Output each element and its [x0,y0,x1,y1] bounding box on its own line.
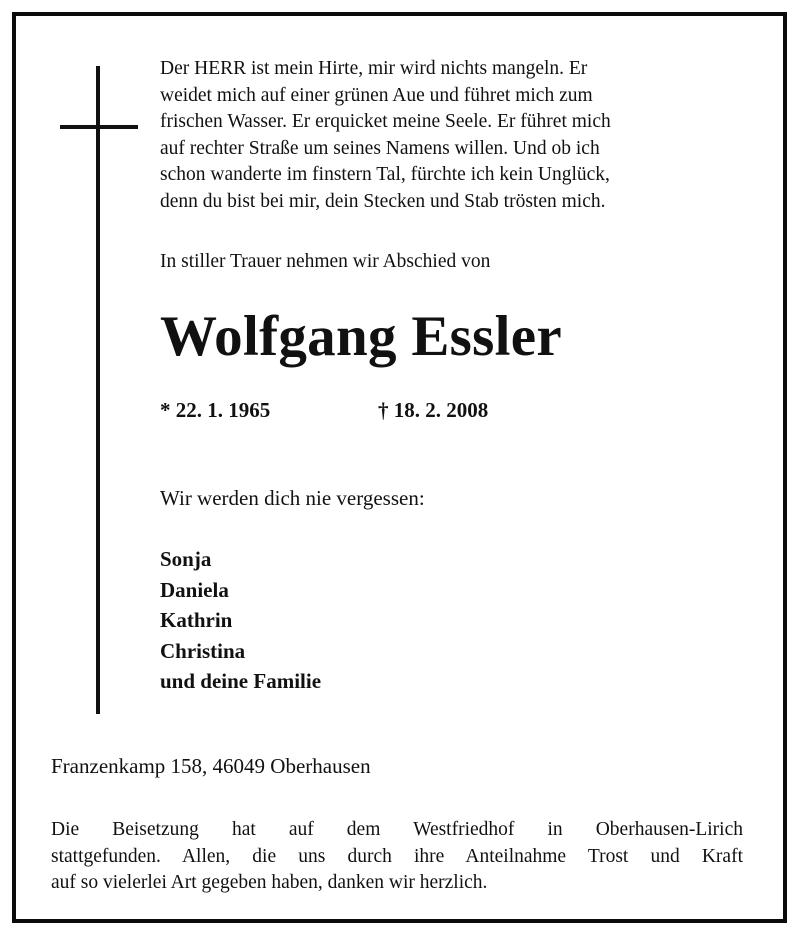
psalm-line: Der HERR ist mein Hirte, mir wird nichts mangeln. Er [160,58,588,79]
funeral-line: Die Beisetzung hat auf dem Westfriedhof in Oberhausen-Lirich [51,819,743,840]
psalm-line: auf rechter Straße um seines Namens willen. Und ob ich [160,137,600,159]
funeral-line: auf so vielerlei Art gegeben haben, danken wir herzlich. [51,872,488,893]
birth-date: * 22. 1. 1965 [160,398,271,422]
psalm-line: frischen Wasser. Er erquicket meine Seele. Er führet mich [160,111,611,132]
psalm-verse [160,56,740,215]
funeral-note [51,817,743,897]
mourner-name: und deine Familie [160,669,322,693]
psalm-line: schon wanderte im finstern Tal, fürchte ich kein Unglück, [160,164,610,185]
deceased-name: Wolfgang Essler [160,305,562,368]
family-address: Franzenkamp 158, 46049 Oberhausen [51,754,371,778]
funeral-line: stattgefunden. Allen, die uns durch ihre Anteilnahme Trost und Kraft [51,845,743,867]
mourner-name: Kathrin [160,608,233,632]
cross-icon-horizontal-beam [60,125,138,129]
farewell-intro: In stiller Trauer nehmen wir Abschied von [160,251,491,272]
remembrance-line: Wir werden dich nie vergessen: [160,486,425,510]
cross-icon-vertical-beam [96,66,100,714]
psalm-line: weidet mich auf einer grünen Aue und führet mich zum [160,84,593,106]
mourner-name: Christina [160,638,246,663]
psalm-line: denn du bist bei mir, dein Stecken und Stab trösten mich. [160,190,606,212]
mourners-list [160,544,321,697]
mourner-name: Daniela [160,577,229,602]
death-date: † 18. 2. 2008 [378,398,489,422]
mourner-name: Sonja [160,547,212,571]
